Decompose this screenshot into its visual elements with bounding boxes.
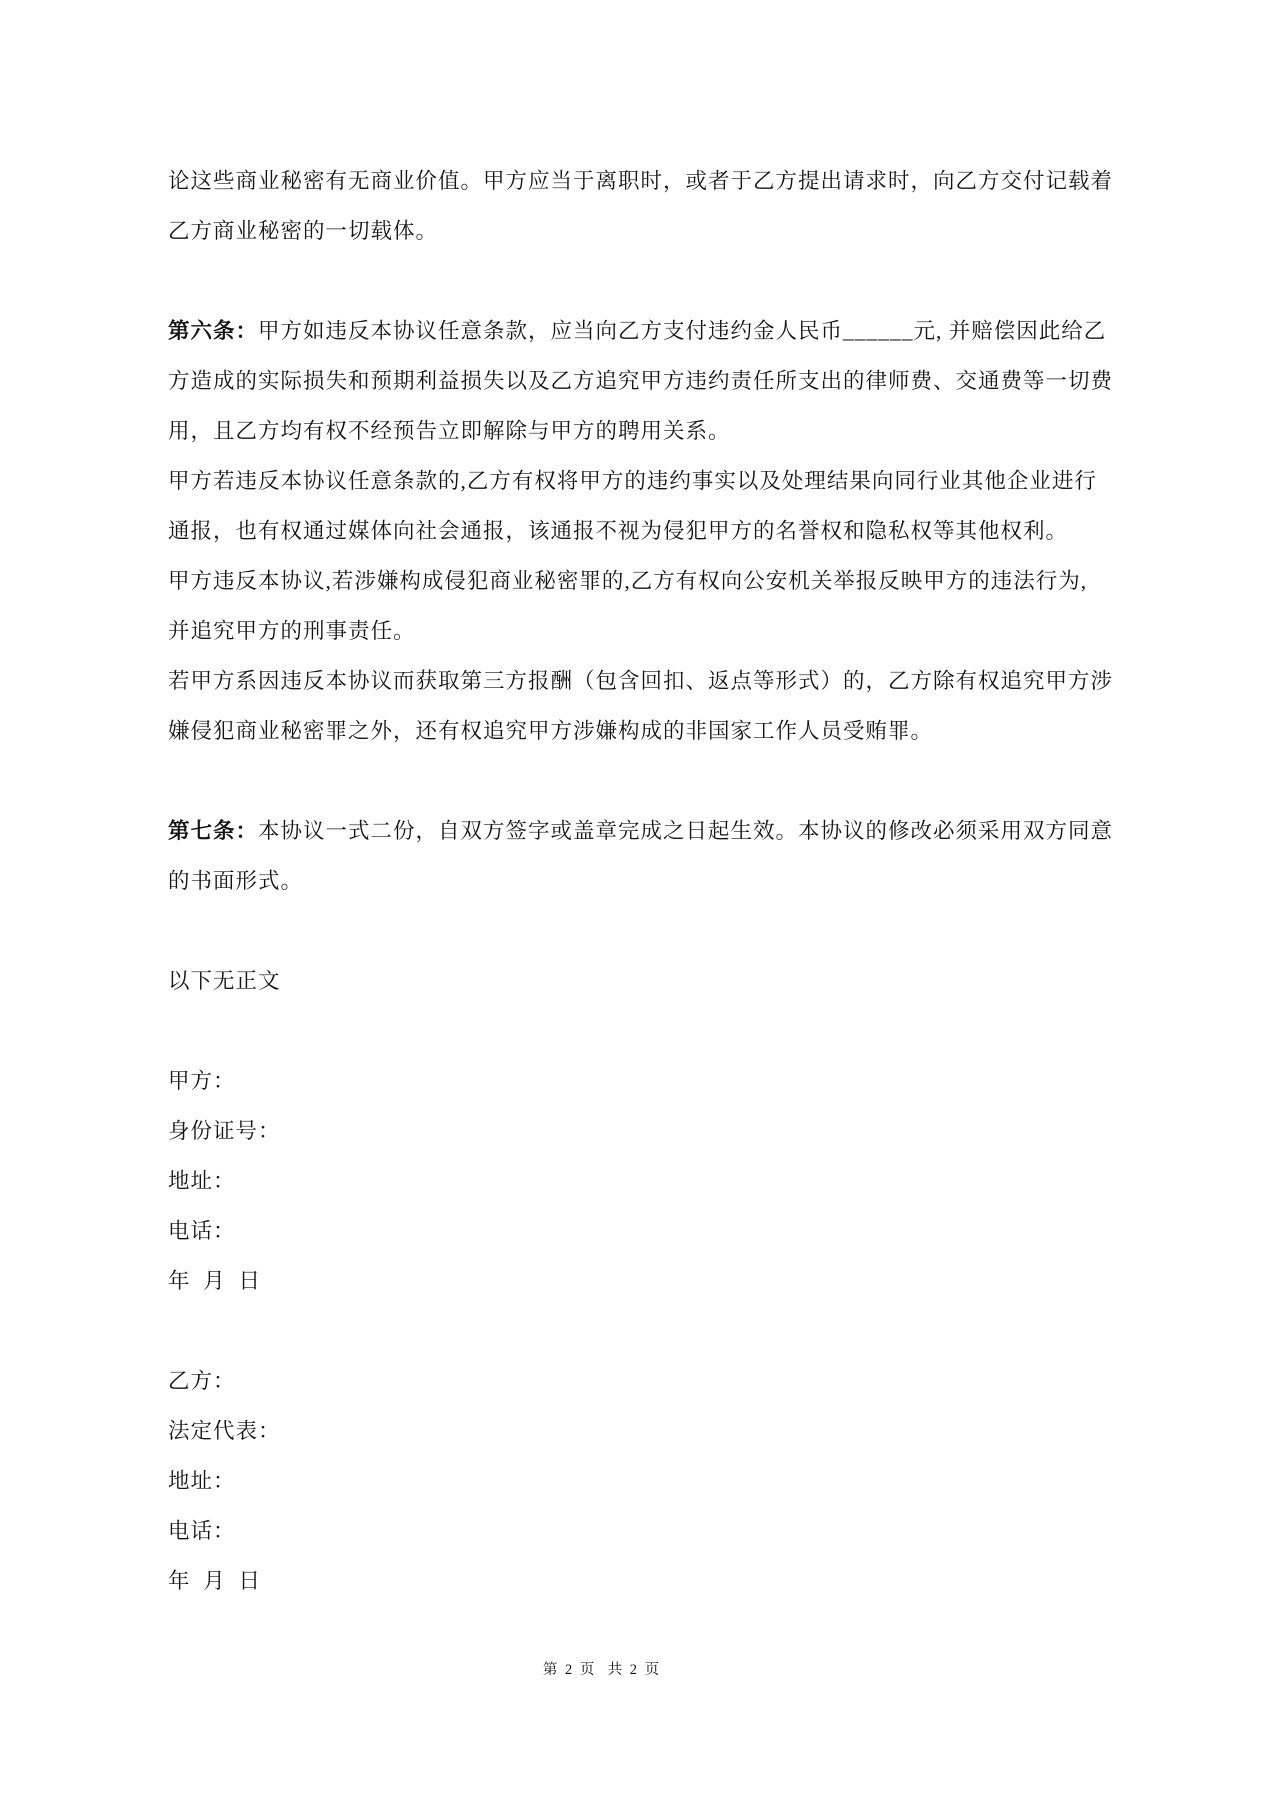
party-a-date-label: 年 月 日 (168, 1269, 262, 1293)
contract-body (168, 156, 1116, 1606)
clause-6-line-1-text: 甲方如违反本协议任意条款，应当向乙方支付违约金人民币______元, 并赔偿因此给乙 (258, 319, 1107, 343)
blank-spacer (168, 906, 1116, 956)
blank-spacer (168, 256, 1116, 306)
clause-6-line-2: 方造成的实际损失和预期利益损失以及乙方追究甲方违约责任所支出的律师费、交通费等一切费 (168, 369, 1114, 393)
page-number: 第 2 页 共 2 页 (542, 1662, 662, 1678)
clause-6-line-8: 若甲方系因违反本协议而获取第三方报酬（包含回扣、返点等形式）的，乙方除有权追究甲方涉 (168, 669, 1114, 693)
no-more-text-notice: 以下无正文 (168, 969, 281, 993)
party-b-name-label: 乙方： (168, 1369, 236, 1393)
clause-6-line-1 (168, 306, 1116, 356)
party-b-phone-label: 电话： (168, 1519, 236, 1543)
clause-6-line-3: 用，且乙方均有权不经预告立即解除与甲方的聘用关系。 (168, 419, 731, 443)
intro-paragraph-line-2: 乙方商业秘密的一切载体。 (168, 219, 439, 243)
clause-6-line-4: 甲方若违反本协议任意条款的,乙方有权将甲方的违约事实以及处理结果向同行业其他企业进行 (168, 469, 1097, 493)
party-a-address-label: 地址： (168, 1169, 236, 1193)
clause-6-label: 第六条： (168, 319, 259, 343)
blank-spacer (168, 756, 1116, 806)
party-a-id-label: 身份证号： (168, 1119, 281, 1143)
clause-7-line-1-text: 本协议一式二份，自双方签字或盖章完成之日起生效。本协议的修改必须采用双方同意 (258, 819, 1114, 843)
clause-6-line-6: 甲方违反本协议,若涉嫌构成侵犯商业秘密罪的,乙方有权向公安机关举报反映甲方的违法行为, (168, 569, 1088, 593)
clause-7-line-2: 的书面形式。 (168, 869, 304, 893)
party-b-date-label: 年 月 日 (168, 1569, 262, 1593)
clause-7-line-1 (168, 806, 1116, 856)
clause-6-line-5: 通报，也有权通过媒体向社会通报，该通报不视为侵犯甲方的名誉权和隐私权等其他权利。 (168, 519, 1069, 543)
intro-paragraph-line-1: 论这些商业秘密有无商业价值。甲方应当于离职时，或者于乙方提出请求时，向乙方交付记载着 (168, 169, 1114, 193)
clause-6-line-7: 并追究甲方的刑事责任。 (168, 619, 416, 643)
clause-7-label: 第七条： (168, 819, 259, 843)
page-footer (0, 1655, 1204, 1685)
party-a-name-label: 甲方： (168, 1069, 236, 1093)
party-a-phone-label: 电话： (168, 1219, 236, 1243)
party-b-address-label: 地址： (168, 1469, 236, 1493)
blank-spacer (168, 1006, 1116, 1056)
blank-spacer (168, 1306, 1116, 1356)
party-b-rep-label: 法定代表： (168, 1419, 281, 1443)
clause-6-line-9: 嫌侵犯商业秘密罪之外，还有权追究甲方涉嫌构成的非国家工作人员受贿罪。 (168, 719, 934, 743)
